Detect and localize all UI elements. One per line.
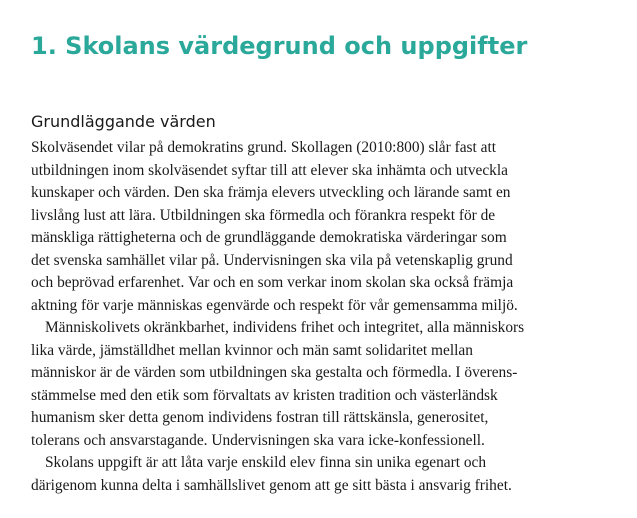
- text-line: utbildningen inom skolväsendet syftar till att elever ska inhämta och utveckla: [31, 161, 508, 179]
- text-line: och beprövad erfarenhet. Var och en som verkar inom skolan ska också främja: [31, 274, 514, 291]
- text-line: människor är de värden som utbildningen ska gestalta och förmedla. I överens-: [31, 364, 518, 381]
- text-line: Skolväsendet vilar på demokratins grund. Skollagen (2010:800) slår fast att: [31, 139, 497, 156]
- text-line: det svenska samhället vilar på. Undervisningen ska vila på vetenskaplig grund: [31, 251, 513, 269]
- body-text: [31, 137, 591, 497]
- section-subheading: Grundläggande värden: [31, 112, 216, 131]
- text-line: humanism sker detta genom individens fostran till rättskänsla, generositet,: [31, 409, 489, 426]
- text-line: stämmelse med den etik som förvaltats av kristen tradition och västerländsk: [31, 386, 498, 404]
- text-line: lika värde, jämställdhet mellan kvinnor och män samt solidaritet mellan: [31, 341, 473, 359]
- text-line: Skolans uppgift är att låta varje enskild elev finna sin unika egenart och: [45, 454, 487, 471]
- paragraph-1: [31, 137, 591, 317]
- chapter-heading: 1. Skolans värdegrund och uppgifter: [31, 32, 528, 60]
- text-line: aktning för varje människas egenvärde och respekt för vår gemensamma miljö.: [31, 296, 518, 314]
- text-line: kunskaper och värden. Den ska främja elevers utveckling och lärande samt en: [31, 184, 511, 201]
- text-line: därigenom kunna delta i samhällslivet genom att ge sitt bästa i ansvarig frihet.: [31, 476, 512, 494]
- text-line: livslång lust att lära. Utbildningen ska förmedla och förankra respekt för de: [31, 206, 496, 224]
- text-line: Människolivets okränkbarhet, individens frihet och integritet, alla människors: [45, 319, 525, 336]
- paragraph-3: [31, 452, 591, 497]
- text-line: tolerans och ansvarstagande. Undervisningen ska vara icke-konfessionell.: [31, 431, 485, 449]
- text-line: mänskliga rättigheterna och de grundläggande demokratiska värderingar som: [31, 229, 507, 246]
- paragraph-2: [31, 317, 591, 452]
